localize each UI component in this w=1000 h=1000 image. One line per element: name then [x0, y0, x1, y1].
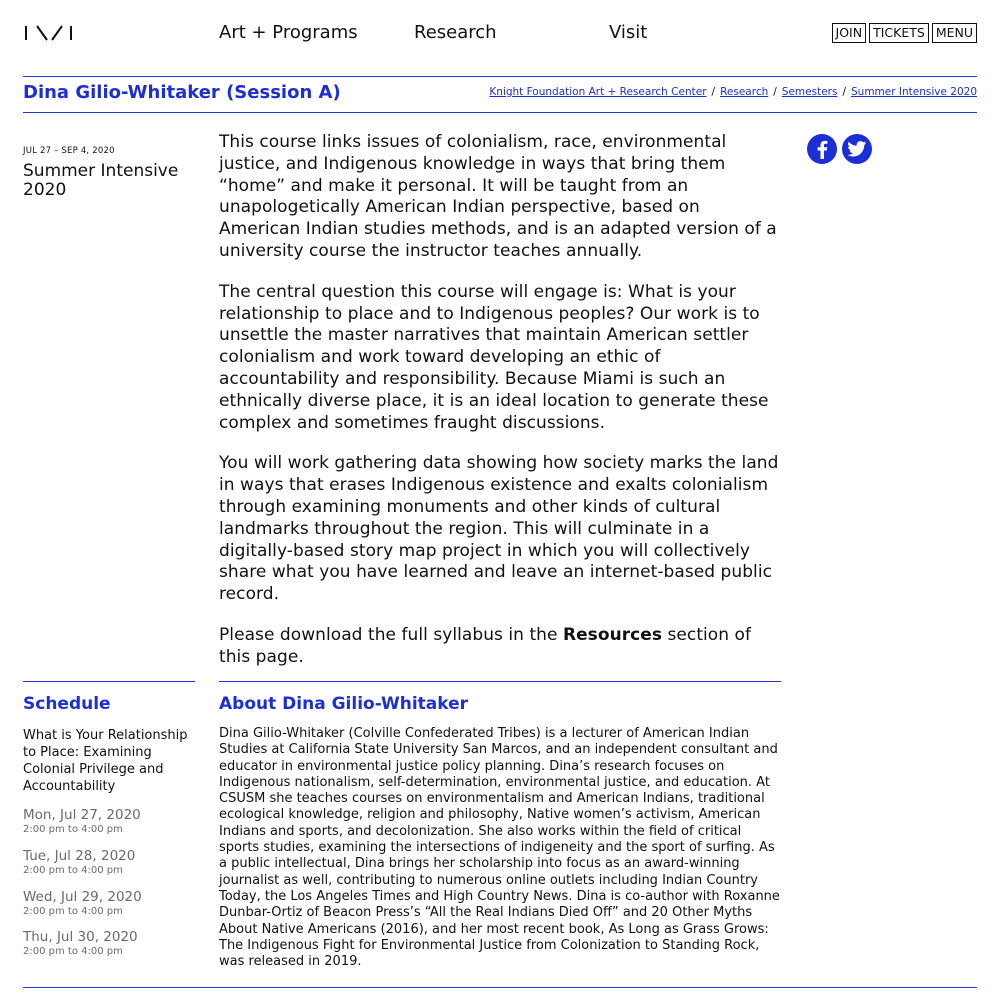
- breadcrumb-link-summer-intensive[interactable]: Summer Intensive 2020: [851, 86, 977, 98]
- schedule-session: [23, 807, 193, 836]
- join-button[interactable]: JOIN: [832, 23, 867, 43]
- schedule-session: [23, 889, 193, 918]
- nav-visit[interactable]: Visit: [609, 22, 648, 43]
- download-syllabus-note: [219, 625, 784, 669]
- header-buttons: [832, 23, 977, 43]
- header-divider: [23, 76, 977, 77]
- breadcrumb-separator: /: [842, 86, 846, 98]
- description-paragraph: The central question this course will engage is: What is your relationship to place and to Indigenous peoples? Our work is to unsettle the master narratives that maintain American settler colonialism and work toward developing an ethic of accountability and responsibility. Because Miami is such an ethnically diverse place, it is an ideal location to generate these complex and sometimes fraught discussions.: [219, 281, 769, 433]
- download-note-text: section of this page.: [219, 624, 752, 667]
- resources-link[interactable]: Resources: [562, 624, 663, 645]
- schedule-session: [23, 848, 193, 877]
- about-heading: About Dina Gilio-Whitaker: [219, 694, 469, 714]
- facebook-share-button[interactable]: [807, 134, 837, 164]
- about-bio: Dina Gilio-Whitaker (Colville Confederated Tribes) is a lecturer of American Indian Studies at California State University San Marcos, and an independent consultant and educator in environmental justice policy planning. Dina’s research focuses on Indigenous nationalism, self-determination, environmental justice, and education. At CSUSM she teaches courses on environmentalism and American Indians, traditional ecological knowledge, religion and philosophy, Native women’s activism, American Indians and sports, and decolonization. She also works within the field of critical sports studies, examining the intersections of indigeneity and the sport of surfing. As a public intellectual, Dina brings her scholarship into focus as an award-winning journalist as well, contributing to numerous online outlets including Indian Country Today, the Los Angeles Times and High Country News. Dina is co-author with Roxanne Dunbar-Ortiz of Beacon Press’s “All the Real Indians Died Off” and 20 Other Myths About Native Americans (2016), and her most recent book, As Long as Grass Grows: The Indigenous Fight for Environmental Justice from Colonization to Standing Rock, was released in 2019.: [219, 726, 780, 970]
- session-time: 2:00 pm to 4:00 pm: [23, 865, 123, 876]
- title-divider: [23, 112, 977, 113]
- program-dates: JUL 27 – SEP 4, 2020: [23, 146, 115, 156]
- breadcrumb-link-art-research-center[interactable]: Knight Foundation Art + Research Center: [489, 86, 707, 98]
- breadcrumb-separator: /: [773, 86, 777, 98]
- schedule-divider: [23, 681, 195, 682]
- breadcrumb-link-semesters[interactable]: Semesters: [781, 86, 838, 98]
- footer-divider: [23, 987, 977, 988]
- breadcrumb: [489, 86, 977, 98]
- schedule-heading: Schedule: [23, 694, 111, 714]
- session-date: Thu, Jul 30, 2020: [23, 929, 138, 945]
- nav-art-programs[interactable]: Art + Programs: [219, 22, 358, 43]
- semester-name: Summer Intensive 2020: [23, 161, 179, 200]
- description-paragraph: You will work gathering data showing how society marks the land in ways that erases Indigenous existence and exalts colonialism through examining monuments and other kinds of cultural landmarks throughout the region. This will culminate in a digitally-based story map project in which you will collectively share what you have learned and leave an internet-based public record.: [219, 453, 779, 605]
- course-description: [219, 132, 784, 688]
- session-time: 2:00 pm to 4:00 pm: [23, 906, 123, 917]
- schedule-course-title: What is Your Relationship to Place: Examining Colonial Privilege and Accountability: [23, 728, 188, 794]
- about-divider: [219, 681, 781, 682]
- facebook-icon: [814, 139, 830, 159]
- breadcrumb-separator: /: [711, 86, 716, 98]
- session-time: 2:00 pm to 4:00 pm: [23, 824, 123, 835]
- description-paragraph: This course links issues of colonialism, race, environmental justice, and Indigenous knowledge in ways that bring them “home” and make it personal. It will be taught from an unapologetically American Indian perspective, based on American Indian studies methods, and is an adapted version of a university course the instructor teaches annually.: [219, 132, 777, 261]
- social-share: [807, 134, 872, 164]
- twitter-share-button[interactable]: [842, 134, 872, 164]
- download-note-text: Please download the full syllabus in the: [219, 624, 563, 645]
- tickets-button[interactable]: TICKETS: [869, 23, 929, 43]
- menu-button[interactable]: MENU: [932, 23, 977, 43]
- session-date: Mon, Jul 27, 2020: [23, 807, 141, 823]
- session-time: 2:00 pm to 4:00 pm: [23, 946, 123, 957]
- page-title: Dina Gilio-Whitaker (Session A): [23, 82, 341, 103]
- ica-logo[interactable]: [24, 25, 74, 41]
- twitter-icon: [847, 141, 867, 157]
- breadcrumb-link-research[interactable]: Research: [720, 86, 769, 98]
- session-date: Wed, Jul 29, 2020: [23, 889, 142, 905]
- session-date: Tue, Jul 28, 2020: [23, 848, 136, 864]
- nav-research[interactable]: Research: [414, 22, 497, 43]
- schedule-session: [23, 929, 193, 958]
